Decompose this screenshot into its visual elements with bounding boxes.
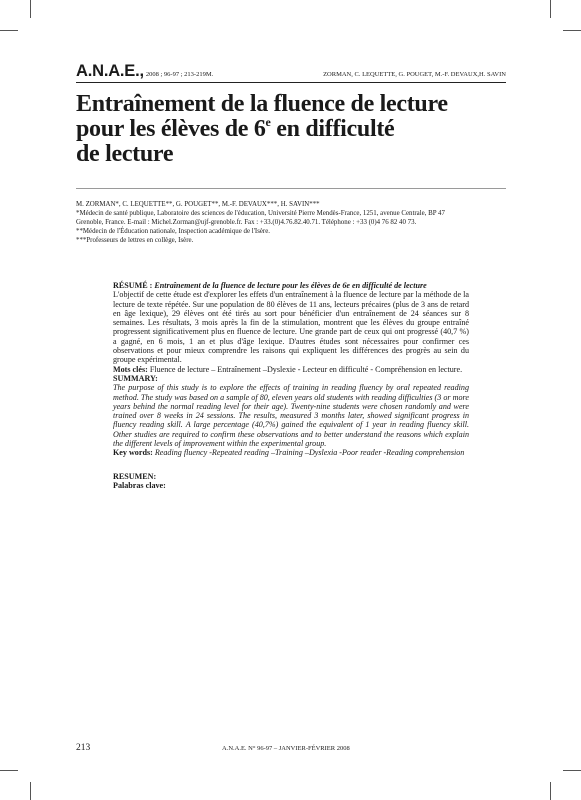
title-line [76,117,506,142]
journal-logo: A.N.A.E., [76,62,144,80]
keywords-label: Key words: [113,448,153,458]
resume-keywords [113,365,469,374]
footer-journal: A.N.A.E. N° 96-97 – JANVIER-FÉVRIER 2008 [222,745,350,752]
summary-body: The purpose of this study is to explore the effects of training in reading fluency by oral repeated reading method. The study was based on a sample of 80, eleven years old students with reading difficulties (3 or more years behind the normal reading level for their age). Twenty-nine students were chosen randomly and were trained over 8 weeks in 24 sessions. The results, measured 3 months later, showed significant progress in fluency reading skill. A large percentage (40,7%) gained the equivalent of 1 year in reading fluency skill. Other studies are required to confirm these observations and to better understand the reasons which explain the different levels of improvement within the experimental group. [113,383,469,449]
header-rule [76,82,506,83]
abstracts [113,281,469,490]
affiliation: **Médecin de l'Éducation nationale, Inspection académique de l'Isère. [76,228,271,236]
crop-mark [0,770,18,771]
resume-body: L'objectif de cette étude est d'explorer les effets d'un entraînement à la fluence de lecture par la méthode de la lecture de texte répétée. Sur une population de 80 élèves de 11 ans, lecteurs précaires (plus de 3 ans de retard en âge lexique), 29 élèves ont été tirés au sort pour bénéficier d'un entraînement de 24 séances sur 8 semaines. Les résultats, 3 mois après la fin de la stimulation, montrent que les élèves du groupe entraîné progressent significativement plus en fluence de lecture. Une grande part de ceux qui ont progressé (40,7 %) a gagné, en 6 mois, 1 an et plus d'âge lexique. D'autres études sont nécessaires pour confirmer ces observations et pour mieux comprendre les raisons qui expliquent les différences des progrès au sein du groupe expérimental. [113,290,469,365]
crop-mark [30,782,31,800]
title-text: pour les élèves de 6 [76,116,266,142]
header-authors: ZORMAN, C. LEQUETTE, G. POUGET, M.-F. DEVAUX,H. SAVIN [323,71,506,78]
palabras-clave-label: Palabras clave: [113,480,166,490]
page-number: 213 [76,743,91,753]
resumen-label: RESUMEN: [113,471,157,481]
summary-label: SUMMARY: [113,373,158,383]
affiliation: *Médecin de santé publique, Laboratoire des sciences de l'éducation, Université Pierre Mendès-France, 1251, avenue Centrale, BP 47 [76,210,445,218]
crop-mark [0,30,18,31]
crop-mark [563,770,581,771]
resume-label: RÉSUMÉ : [113,281,153,290]
author-names: M. ZORMAN*, C. LEQUETTE**, G. POUGET**, M.-F. DEVAUX***, H. SAVIN*** [76,201,320,208]
resume-heading [113,281,469,290]
title-superscript: e [265,115,271,129]
running-header [76,62,506,82]
author-block [76,200,508,245]
article-title [76,92,506,167]
journal-block [76,62,213,81]
keywords-text: Reading fluency -Repeated reading –Training –Dyslexia -Poor reader -Reading comprehension [152,448,465,458]
crop-mark [550,0,551,18]
affiliation: ***Professeurs de lettres en collège, Isère. [76,237,194,245]
title-text: en difficulté [270,116,395,142]
title-line: de lecture [76,141,174,167]
title-line: Entraînement de la fluence de lecture [76,91,448,117]
keywords-text: Fluence de lecture – Entraînement –Dyslexie - Lecteur en difficulté - Compréhension en lecture. [147,364,463,374]
title-rule [76,188,506,189]
issue-reference: 2008 ; 96-97 ; 213-219M. [145,71,214,78]
crop-mark [563,30,581,31]
keywords-label: Mots clés: [113,364,148,374]
resume-title: Entraînement de la fluence de lecture pour les élèves de 6e en difficulté de lecture [154,281,427,290]
crop-mark [550,782,551,800]
summary-keywords [113,448,469,457]
affiliation: Grenoble, France. E-mail : Michel.Zorman@ujf-grenoble.fr. Fax : +33.(0)4.76.82.40.71. Téléphone : +33 (0)4 76 82 40 73. [76,219,417,227]
crop-mark [30,0,31,18]
